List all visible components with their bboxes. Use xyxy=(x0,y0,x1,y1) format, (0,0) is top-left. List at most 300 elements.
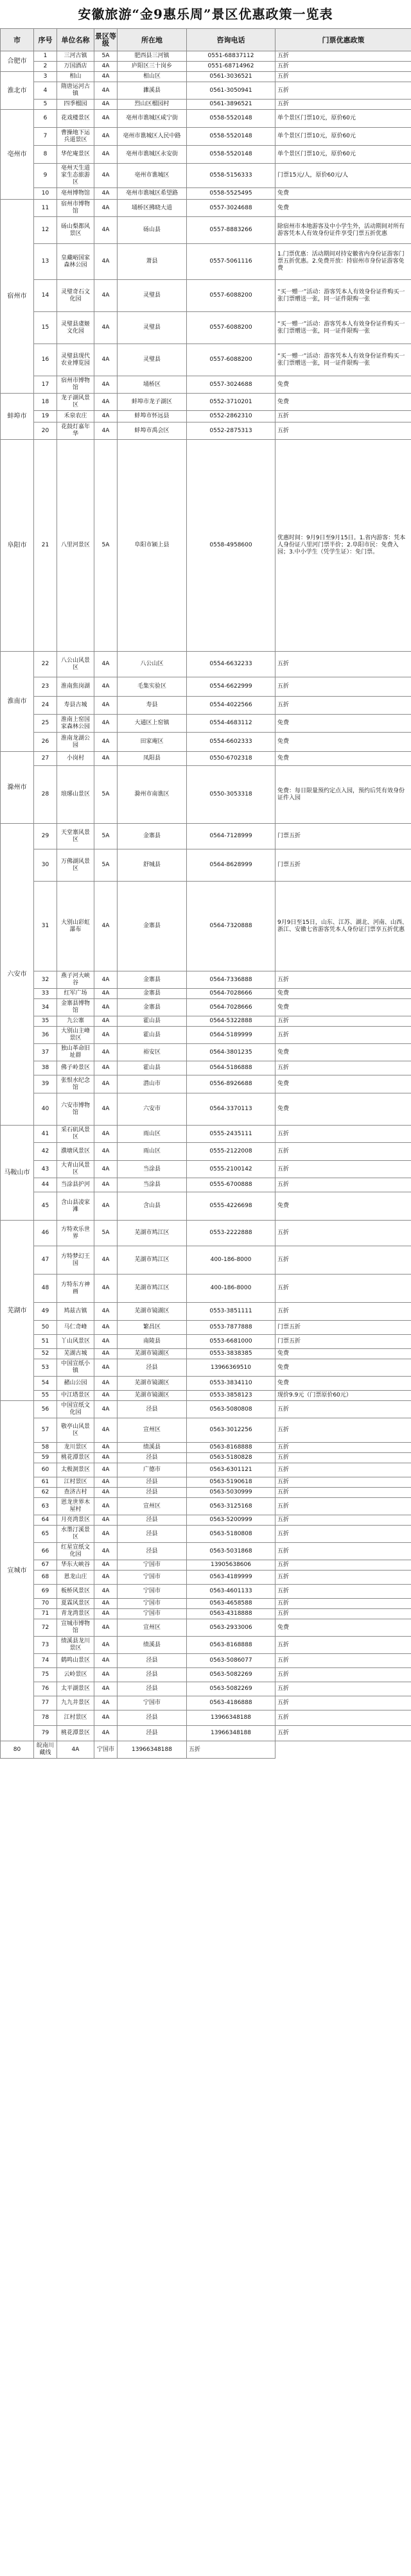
cell-address: 金寨县 xyxy=(118,971,187,989)
cell-level: 4A xyxy=(94,1275,118,1303)
cell-level: 4A xyxy=(94,1321,118,1335)
cell-no: 57 xyxy=(34,1418,57,1443)
cell-phone: 0557-3024688 xyxy=(187,200,275,217)
cell-name: 万国酒店 xyxy=(57,62,94,72)
cell-name: 禾泉农庄 xyxy=(57,411,94,422)
cell-policy: 五折 xyxy=(275,1599,411,1609)
table-row xyxy=(1,1016,411,1027)
cell-address: 宁国市 xyxy=(118,1560,187,1571)
cell-level: 4A xyxy=(94,1075,118,1093)
cell-name: 相山 xyxy=(57,72,94,82)
cell-name: 燕子河大峡谷 xyxy=(57,971,94,989)
cell-name: 方特欢乐世界 xyxy=(57,1221,94,1246)
cell-policy: 五折 xyxy=(275,1126,411,1143)
cell-no: 4 xyxy=(34,82,57,100)
cell-address: 泾县 xyxy=(118,1401,187,1418)
cell-level: 4A xyxy=(94,312,118,344)
cell-address: 灵璧县 xyxy=(118,312,187,344)
cell-phone: 0563-4189999 xyxy=(187,1571,275,1585)
cell-no: 47 xyxy=(34,1246,57,1275)
cell-name: 板桥风景区 xyxy=(57,1585,94,1599)
cell-no: 43 xyxy=(34,1161,57,1178)
cell-phone: 0563-8168888 xyxy=(187,1443,275,1453)
cell-level: 4A xyxy=(94,715,118,733)
cell-no: 40 xyxy=(34,1093,57,1126)
cell-name: 八公山风景区 xyxy=(57,652,94,677)
cell-phone: 400-186-8000 xyxy=(187,1275,275,1303)
cell-no: 30 xyxy=(34,849,57,882)
cell-policy: 五折 xyxy=(275,82,411,100)
cell-no: 48 xyxy=(34,1275,57,1303)
cell-phone: 0555-2122008 xyxy=(187,1143,275,1161)
cell-no: 16 xyxy=(34,344,57,376)
cell-address: 宣州区 xyxy=(118,1418,187,1443)
cell-policy: 免费 xyxy=(275,752,411,766)
cell-name: 花鼓灯嘉年华 xyxy=(57,422,94,440)
cell-level: 4A xyxy=(94,1609,118,1619)
cell-no: 8 xyxy=(34,146,57,164)
cell-policy: 优惠时间：9月9日至9月15日。1.省内游客：凭本人身份证八里河门票半价；2.阜阳市民：免费入园；3.中小学生（凭学生证）：免门票。 xyxy=(275,440,411,652)
cell-policy: 五折 xyxy=(275,72,411,82)
cell-phone: 0564-7320888 xyxy=(187,882,275,971)
cell-level: 4A xyxy=(94,1637,118,1654)
cell-no: 6 xyxy=(34,110,57,128)
cell-phone: 0556-8926688 xyxy=(187,1075,275,1093)
cell-name: 芜湖古城 xyxy=(57,1349,94,1359)
cell-address: 庐阳区三十岗乡 xyxy=(118,62,187,72)
cell-no: 36 xyxy=(34,1027,57,1044)
cell-address: 泾县 xyxy=(118,1477,187,1488)
table-row xyxy=(1,1609,411,1619)
table-row xyxy=(1,312,411,344)
header-city: 市 xyxy=(1,29,34,51)
cell-policy: 门票五折 xyxy=(275,1321,411,1335)
cell-name: 恩龙世界木屋村 xyxy=(57,1498,94,1515)
cell-level: 4A xyxy=(94,100,118,110)
cell-address: 六安市 xyxy=(118,1093,187,1126)
cell-name: 皖南川藏线 xyxy=(34,1741,57,1759)
cell-no: 15 xyxy=(34,312,57,344)
cell-phone: 0554-6602333 xyxy=(187,733,275,752)
cell-phone: 0561-3036521 xyxy=(187,72,275,82)
table-row xyxy=(1,752,411,766)
cell-no: 34 xyxy=(34,999,57,1016)
cell-no: 14 xyxy=(34,280,57,312)
cell-phone: 0563-4601133 xyxy=(187,1585,275,1599)
table-row xyxy=(1,1682,411,1696)
cell-level: 4A xyxy=(94,1668,118,1682)
cell-name: 灵璧县虞姬文化园 xyxy=(57,312,94,344)
table-row xyxy=(1,1488,411,1498)
cell-policy: 免费 xyxy=(275,1377,411,1391)
cell-no: 55 xyxy=(34,1391,57,1401)
cell-no: 66 xyxy=(34,1543,57,1560)
cell-level: 4A xyxy=(94,72,118,82)
cell-level: 5A xyxy=(94,440,118,652)
table-row xyxy=(1,1654,411,1668)
cell-level: 4A xyxy=(94,1710,118,1726)
cell-policy: 五折 xyxy=(275,1710,411,1726)
cell-policy: 免费 xyxy=(275,1359,411,1377)
cell-level: 5A xyxy=(94,51,118,62)
cell-policy: 五折 xyxy=(275,1696,411,1710)
cell-level: 4A xyxy=(94,1560,118,1571)
cell-policy: 五折 xyxy=(275,1246,411,1275)
cell-name: 大别山彩虹瀑布 xyxy=(57,882,94,971)
cell-no: 46 xyxy=(34,1221,57,1246)
cell-name: 方特梦幻王国 xyxy=(57,1246,94,1275)
table-row xyxy=(1,164,411,188)
cell-name: 方特东方神画 xyxy=(57,1275,94,1303)
cell-policy: 五折 xyxy=(275,1609,411,1619)
cell-no: 44 xyxy=(34,1178,57,1192)
cell-name: 大别山主峰景区 xyxy=(57,1027,94,1044)
cell-name: 马仁奇峰 xyxy=(57,1321,94,1335)
cell-level: 4A xyxy=(94,1443,118,1453)
cell-address: 泾县 xyxy=(118,1668,187,1682)
cell-phone: 0558-5520148 xyxy=(187,146,275,164)
cell-name: 丫山风景区 xyxy=(57,1335,94,1349)
cell-phone: 0564-7128999 xyxy=(187,824,275,849)
cell-name: 亳州博物馆 xyxy=(57,188,94,200)
cell-name: 佛子岭景区 xyxy=(57,1061,94,1075)
cell-city: 蚌埠市 xyxy=(1,394,34,440)
cell-no: 41 xyxy=(34,1126,57,1143)
cell-policy: 现价9.9元（门票原价60元） xyxy=(275,1391,411,1401)
cell-address: 霍山县 xyxy=(118,1061,187,1075)
document-title: 安徽旅游“金9惠乐周”景区优惠政策一览表 xyxy=(78,6,333,22)
cell-phone: 0558-5156333 xyxy=(187,164,275,188)
cell-level: 4A xyxy=(94,697,118,715)
table-row xyxy=(1,824,411,849)
cell-name: 淮南龙湖公园 xyxy=(57,733,94,752)
table-row xyxy=(1,62,411,72)
cell-name: 宿州市博物馆 xyxy=(57,376,94,394)
cell-policy: 五折 xyxy=(275,411,411,422)
cell-address: 芜湖市鸠江区 xyxy=(118,1275,187,1303)
table-row xyxy=(1,128,411,146)
cell-address: 亳州市谯城区永安街 xyxy=(118,146,187,164)
cell-name: 夏霖风景区 xyxy=(57,1599,94,1609)
header-no: 序号 xyxy=(34,29,57,51)
cell-policy: 五折 xyxy=(275,100,411,110)
cell-name: 鹤鸣山景区 xyxy=(57,1654,94,1668)
cell-policy: 五折 xyxy=(275,1637,411,1654)
cell-no: 10 xyxy=(34,188,57,200)
cell-phone: 0563-5080808 xyxy=(187,1401,275,1418)
cell-phone: 400-186-8000 xyxy=(187,1246,275,1275)
cell-phone: 0553-7877888 xyxy=(187,1321,275,1335)
cell-address: 蚌埠市怀远县 xyxy=(118,411,187,422)
cell-name: 查济古村 xyxy=(57,1488,94,1498)
table-row xyxy=(1,1526,411,1543)
cell-policy: 单个景区门票10元，原价60元 xyxy=(275,146,411,164)
cell-level: 4A xyxy=(94,217,118,244)
cell-phone: 0564-3801235 xyxy=(187,1044,275,1061)
cell-level: 4A xyxy=(94,1477,118,1488)
cell-city: 合肥市 xyxy=(1,51,34,72)
cell-phone: 0564-5322888 xyxy=(187,1016,275,1027)
cell-name: 敬亭山风景区 xyxy=(57,1418,94,1443)
table-row xyxy=(1,1143,411,1161)
cell-phone: 0561-3896521 xyxy=(187,100,275,110)
policy-table xyxy=(0,28,411,1759)
table-row xyxy=(1,1560,411,1571)
cell-no: 38 xyxy=(34,1061,57,1075)
cell-name: 寿县古城 xyxy=(57,697,94,715)
cell-phone: 0553-3838385 xyxy=(187,1349,275,1359)
cell-level: 4A xyxy=(94,1682,118,1696)
cell-name: 灵璧县现代农业博览园 xyxy=(57,344,94,376)
cell-policy: 五折 xyxy=(275,1143,411,1161)
cell-no: 27 xyxy=(34,752,57,766)
cell-name: 水墨汀溪景区 xyxy=(57,1526,94,1543)
cell-policy: 门票五折 xyxy=(275,824,411,849)
cell-city: 宣城市 xyxy=(1,1401,34,1741)
cell-name: 太极洞景区 xyxy=(57,1463,94,1477)
cell-name: 独山革命旧址群 xyxy=(57,1044,94,1061)
cell-policy: “买一赠一”活动：游客凭本人有效身份证件购买一张门票赠送一张，同一证件限购一张 xyxy=(275,344,411,376)
cell-address: 芜湖市镜湖区 xyxy=(118,1377,187,1391)
table-row xyxy=(1,1178,411,1192)
cell-policy: 免费 xyxy=(275,200,411,217)
cell-address: 霍山县 xyxy=(118,1027,187,1044)
cell-policy: 五折 xyxy=(275,1654,411,1668)
cell-phone: 0550-3053318 xyxy=(187,766,275,824)
table-row xyxy=(1,1498,411,1515)
cell-name: 恩龙山庄 xyxy=(57,1571,94,1585)
cell-phone: 0564-5189999 xyxy=(187,1027,275,1044)
cell-level: 4A xyxy=(94,1498,118,1515)
table-row xyxy=(1,146,411,164)
cell-policy: 1.门票优惠：活动期间对持安徽省内身份证游客门票五折优惠。2.免费开放：持宿州市身份证游客免费 xyxy=(275,244,411,280)
cell-policy: 五折 xyxy=(275,1401,411,1418)
cell-level: 4A xyxy=(94,1178,118,1192)
cell-name: 桃花潭景区 xyxy=(57,1453,94,1463)
cell-name: 华佗庵景区 xyxy=(57,146,94,164)
table-row xyxy=(1,677,411,697)
cell-no: 52 xyxy=(34,1349,57,1359)
cell-policy: 免费 xyxy=(275,733,411,752)
cell-no: 58 xyxy=(34,1443,57,1453)
cell-address: 宁国市 xyxy=(118,1609,187,1619)
cell-address: 当涂县 xyxy=(118,1178,187,1192)
cell-no: 77 xyxy=(34,1696,57,1710)
cell-name: 中国宣纸小镇 xyxy=(57,1359,94,1377)
cell-address: 宣州区 xyxy=(118,1498,187,1515)
cell-name: 六安市博物馆 xyxy=(57,1093,94,1126)
cell-phone: 0553-3834110 xyxy=(187,1377,275,1391)
cell-level: 4A xyxy=(94,1571,118,1585)
cell-no: 19 xyxy=(34,411,57,422)
table-row xyxy=(1,422,411,440)
cell-policy: 五折 xyxy=(275,1515,411,1526)
table-row xyxy=(1,652,411,677)
cell-address: 灵璧县 xyxy=(118,280,187,312)
cell-level: 4A xyxy=(94,200,118,217)
cell-policy: 五折 xyxy=(275,1571,411,1585)
cell-level: 4A xyxy=(94,989,118,999)
cell-address: 灵璧县 xyxy=(118,344,187,376)
cell-name: 华东大峡谷 xyxy=(57,1560,94,1571)
cell-name: 绩溪县龙川景区 xyxy=(57,1637,94,1654)
cell-phone: 0563-5180828 xyxy=(187,1453,275,1463)
cell-name: 太平湖景区 xyxy=(57,1682,94,1696)
cell-level: 4A xyxy=(94,1585,118,1599)
table-row xyxy=(1,1044,411,1061)
table-row xyxy=(1,217,411,244)
cell-no: 22 xyxy=(34,652,57,677)
cell-phone: 0551-68714962 xyxy=(187,62,275,72)
cell-no: 69 xyxy=(34,1585,57,1599)
cell-no: 54 xyxy=(34,1377,57,1391)
cell-name: 云岭景区 xyxy=(57,1668,94,1682)
cell-name: 当涂县护河 xyxy=(57,1178,94,1192)
table-row xyxy=(1,849,411,882)
cell-phone: 0563-6301121 xyxy=(187,1463,275,1477)
header-address: 所在地 xyxy=(118,29,187,51)
cell-policy: 五折 xyxy=(275,422,411,440)
table-row xyxy=(1,1321,411,1335)
cell-phone: 13966348188 xyxy=(187,1726,275,1741)
cell-no: 50 xyxy=(34,1321,57,1335)
table-row xyxy=(1,1668,411,1682)
cell-address: 大通区上窑镇 xyxy=(118,715,187,733)
cell-phone: 0553-3851111 xyxy=(187,1303,275,1321)
table-row xyxy=(1,1275,411,1303)
cell-city: 亳州市 xyxy=(1,110,34,200)
table-row xyxy=(1,1543,411,1560)
table-row xyxy=(1,1515,411,1526)
cell-no: 53 xyxy=(34,1359,57,1377)
cell-policy: 单个景区门票10元，原价60元 xyxy=(275,128,411,146)
cell-name: 三河古镇 xyxy=(57,51,94,62)
cell-policy: 免费 xyxy=(275,1349,411,1359)
cell-level: 4A xyxy=(94,1027,118,1044)
cell-address: 芜湖市镜湖区 xyxy=(118,1303,187,1321)
cell-phone: 0555-4226698 xyxy=(187,1192,275,1221)
cell-phone: 0554-6632233 xyxy=(187,652,275,677)
cell-no: 70 xyxy=(34,1599,57,1609)
cell-phone: 0557-6088200 xyxy=(187,344,275,376)
cell-no: 32 xyxy=(34,971,57,989)
cell-address: 舒城县 xyxy=(118,849,187,882)
cell-phone: 0555-6700888 xyxy=(187,1178,275,1192)
table-row xyxy=(1,1349,411,1359)
cell-policy: 免费 xyxy=(275,999,411,1016)
cell-address: 霍山县 xyxy=(118,1016,187,1027)
table-row xyxy=(1,1027,411,1044)
cell-level: 4A xyxy=(94,344,118,376)
cell-level: 4A xyxy=(94,652,118,677)
table-row xyxy=(1,1359,411,1377)
cell-level: 4A xyxy=(94,1246,118,1275)
cell-policy: 免费 xyxy=(275,1619,411,1637)
cell-phone: 0564-3370113 xyxy=(187,1093,275,1126)
table-row xyxy=(1,1126,411,1143)
cell-address: 芜湖市镜湖区 xyxy=(118,1349,187,1359)
cell-no: 51 xyxy=(34,1335,57,1349)
cell-policy: 五折 xyxy=(275,1016,411,1027)
table-row xyxy=(1,1221,411,1246)
cell-phone: 0563-5180808 xyxy=(187,1526,275,1543)
cell-name: 淮南上窑国家森林公园 xyxy=(57,715,94,733)
cell-phone: 0561-3050941 xyxy=(187,82,275,100)
cell-policy: 免费 xyxy=(275,1075,411,1093)
cell-policy: 五折 xyxy=(275,1488,411,1498)
cell-policy: 五折 xyxy=(275,1560,411,1571)
cell-no: 78 xyxy=(34,1710,57,1726)
table-row xyxy=(1,1061,411,1075)
cell-no: 72 xyxy=(34,1619,57,1637)
cell-level: 4A xyxy=(94,999,118,1016)
cell-policy: 五折 xyxy=(275,62,411,72)
table-row xyxy=(1,1303,411,1321)
cell-policy: 五折 xyxy=(275,1027,411,1044)
cell-phone: 0557-8883266 xyxy=(187,217,275,244)
cell-policy: 免费 xyxy=(275,376,411,394)
cell-level: 4A xyxy=(94,1463,118,1477)
cell-phone: 0563-2933006 xyxy=(187,1619,275,1637)
cell-address: 宣州区 xyxy=(118,1619,187,1637)
cell-no: 25 xyxy=(34,715,57,733)
cell-name: 红星宣纸文化园 xyxy=(57,1543,94,1560)
cell-address: 芜湖市镜湖区 xyxy=(118,1391,187,1401)
cell-policy: 五折 xyxy=(275,652,411,677)
cell-address: 亳州市谯城区 xyxy=(118,164,187,188)
cell-address: 烈山区榴园村 xyxy=(118,100,187,110)
table-row xyxy=(1,1619,411,1637)
cell-address: 绩溪县 xyxy=(118,1443,187,1453)
cell-address: 泾县 xyxy=(118,1654,187,1668)
cell-name: 淮南焦岗湖 xyxy=(57,677,94,697)
cell-name: 桃花潭景区 xyxy=(57,1726,94,1741)
cell-name: 亳州天生道家生态旅游区 xyxy=(57,164,94,188)
table-row xyxy=(1,344,411,376)
table-row xyxy=(1,1696,411,1710)
cell-level: 4A xyxy=(94,411,118,422)
cell-level: 4A xyxy=(94,1016,118,1027)
cell-address: 滁州市南谯区 xyxy=(118,766,187,824)
cell-phone: 0554-6622999 xyxy=(187,677,275,697)
cell-level: 5A xyxy=(94,824,118,849)
cell-address: 宁国市 xyxy=(118,1599,187,1609)
cell-address: 毛集实验区 xyxy=(118,677,187,697)
cell-level: 4A xyxy=(94,244,118,280)
cell-policy: 五折 xyxy=(275,51,411,62)
cell-phone: 0555-2435111 xyxy=(187,1126,275,1143)
cell-address: 蚌埠市禹会区 xyxy=(118,422,187,440)
cell-phone: 13966348188 xyxy=(118,1741,187,1759)
cell-phone: 0558-5525495 xyxy=(187,188,275,200)
cell-no: 2 xyxy=(34,62,57,72)
cell-address: 雨山区 xyxy=(118,1143,187,1161)
cell-name: 金寨县博物馆 xyxy=(57,999,94,1016)
table-header xyxy=(1,29,411,51)
cell-address: 泾县 xyxy=(118,1543,187,1560)
cell-name: 砀山梨都风景区 xyxy=(57,217,94,244)
cell-name: 天堂寨风景区 xyxy=(57,824,94,849)
cell-no: 42 xyxy=(34,1143,57,1161)
cell-level: 4A xyxy=(94,733,118,752)
cell-address: 广德市 xyxy=(118,1463,187,1477)
cell-policy: 五折 xyxy=(275,1221,411,1246)
cell-no: 5 xyxy=(34,100,57,110)
cell-address: 泾县 xyxy=(118,1682,187,1696)
cell-name: 龙子湖风景区 xyxy=(57,394,94,411)
cell-policy: 免费 xyxy=(275,1192,411,1221)
cell-level: 4A xyxy=(94,1044,118,1061)
